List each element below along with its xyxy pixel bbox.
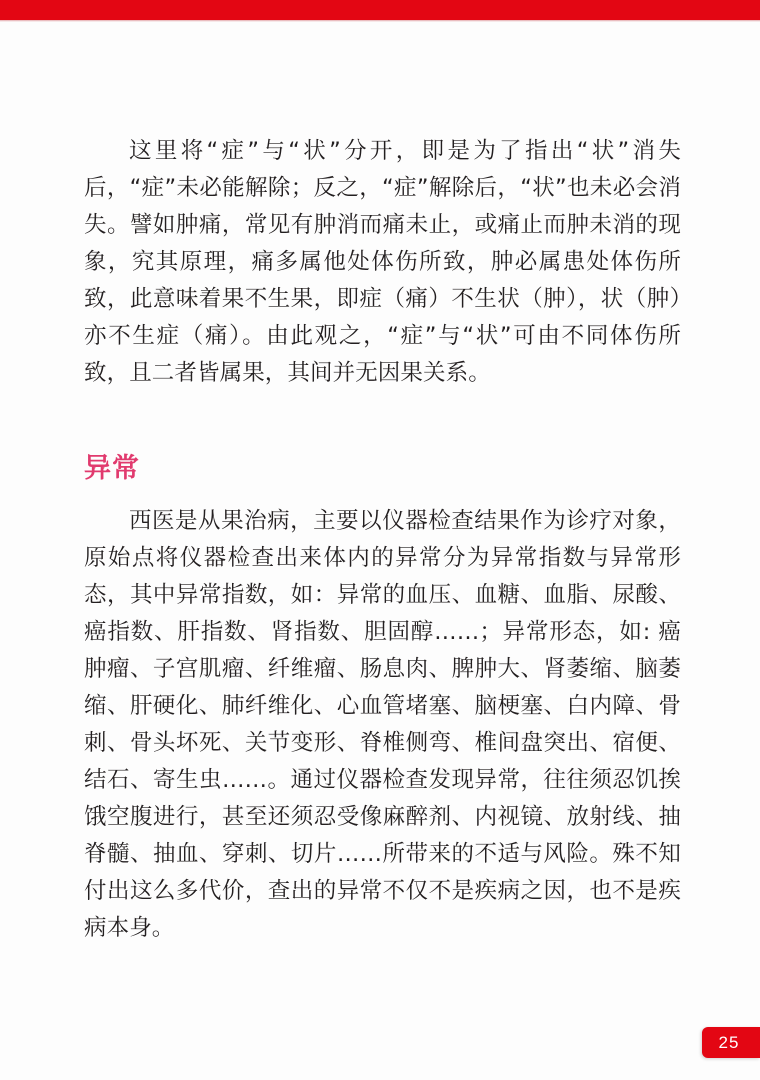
paragraph-1: 这里将“症”与“状”分开，即是为了指出“状”消失后，“症”未必能解除；反之，“症”解除后，“状”也未必会消失。譬如肿痛，常见有肿消而痛未止，或痛止而肿未消的现象，究其原理，痛多属他处体伤所致，肿必属患处体伤所致，此意味着果不生果，即症（痛）不生状（肿），状（肿）亦不生症（痛）。由此观之，“症”与“状”可由不同体伤所致，且二者皆属果，其间并无因果关系。 bbox=[84, 138, 681, 386]
top-red-bar bbox=[0, 0, 760, 20]
section-heading-yichang: 异常 bbox=[84, 453, 140, 485]
page-number-text: 25 bbox=[718, 1032, 740, 1052]
top-bar-shadow bbox=[0, 20, 760, 22]
page-number-badge bbox=[702, 1027, 760, 1058]
paragraph-2: 西医是从果治病，主要以仪器检查结果作为诊疗对象，原始点将仪器检查出来体内的异常分为异常指数与异常形态，其中异常指数，如：异常的血压、血糖、血脂、尿酸、癌指数、肝指数、肾指数、胆固醇……；异常形态，如: 癌肿瘤、子宫肌瘤、纤维瘤、肠息肉、脾肿大、肾萎缩、脑萎缩、肝硬化、肺纤维化、心血管堵塞、脑梗塞、白内障、骨刺、骨头坏死、关节变形、脊椎侧弯、椎间盘突出、宿便、结石、寄生虫……。通过仪器检查发现异常，往往须忍饥挨饿空腹进行，甚至还须忍受像麻醉剂、内视镜、放射线、抽脊髓、抽血、穿刺、切片……所带来的不适与风险。殊不知付出这么多代价，查出的异常不仅不是疾病之因，也不是疾病本身。 bbox=[84, 508, 681, 941]
